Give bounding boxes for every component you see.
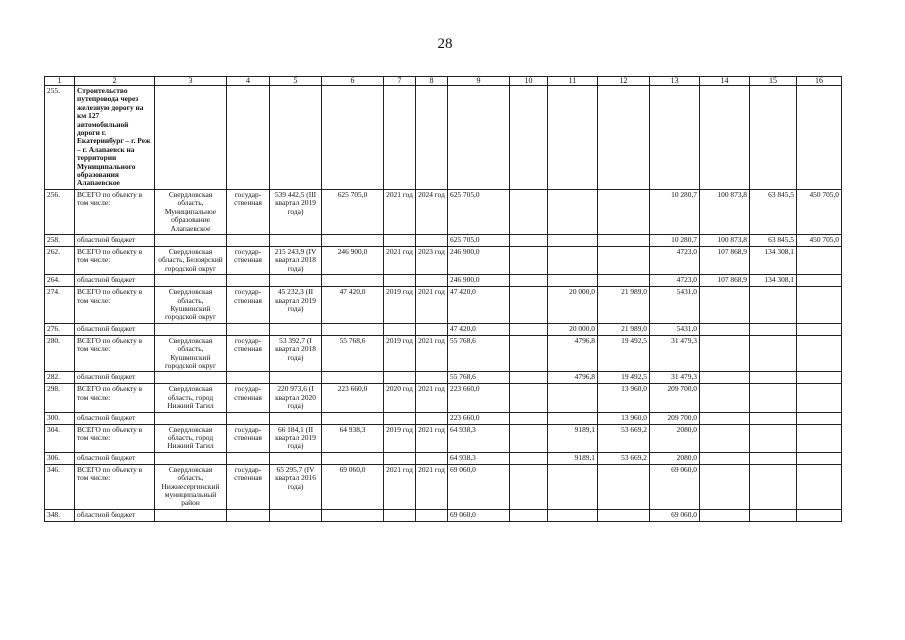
value-col-10-cell bbox=[510, 189, 548, 234]
value-col-12-cell: 19 492,5 bbox=[598, 335, 650, 372]
table-row bbox=[45, 275, 842, 287]
ownership-cell: государ-ственная bbox=[227, 287, 270, 324]
table-row bbox=[45, 412, 842, 424]
start-year-cell bbox=[384, 372, 416, 384]
ownership-cell bbox=[227, 412, 270, 424]
total-limit-cell bbox=[322, 86, 384, 190]
value-col-16-cell bbox=[797, 86, 842, 190]
value-col-16-cell bbox=[797, 464, 842, 509]
total-limit-cell: 64 938,3 bbox=[322, 424, 384, 452]
value-col-14-cell bbox=[700, 464, 750, 509]
row-number-cell: 256. bbox=[45, 189, 75, 234]
ownership-cell bbox=[227, 234, 270, 246]
value-col-16-cell bbox=[797, 287, 842, 324]
value-col-14-cell: 107 868,9 bbox=[700, 246, 750, 274]
start-year-cell bbox=[384, 234, 416, 246]
value-col-14-cell bbox=[700, 424, 750, 452]
column-number: 16 bbox=[797, 77, 842, 86]
start-year-cell bbox=[384, 509, 416, 521]
total-value-cell: 625 705,0 bbox=[448, 189, 510, 234]
value-col-13-cell: 2080,0 bbox=[650, 424, 700, 452]
column-number: 14 bbox=[700, 77, 750, 86]
object-name-cell: ВСЕГО по объекту в том числе: bbox=[75, 189, 155, 234]
object-name-cell: областной бюджет bbox=[75, 412, 155, 424]
total-value-cell: 223 660,0 bbox=[448, 412, 510, 424]
column-number: 11 bbox=[548, 77, 598, 86]
value-col-13-cell: 31 479,3 bbox=[650, 335, 700, 372]
value-col-14-cell bbox=[700, 86, 750, 190]
column-number: 10 bbox=[510, 77, 548, 86]
total-limit-cell bbox=[322, 509, 384, 521]
table-row bbox=[45, 323, 842, 335]
value-col-10-cell bbox=[510, 452, 548, 464]
value-col-15-cell bbox=[750, 287, 797, 324]
start-year-cell: 2021 год bbox=[384, 246, 416, 274]
table-row bbox=[45, 464, 842, 509]
total-limit-cell: 223 660,0 bbox=[322, 384, 384, 412]
value-col-15-cell bbox=[750, 335, 797, 372]
value-col-13-cell: 69 060,0 bbox=[650, 464, 700, 509]
column-number: 15 bbox=[750, 77, 797, 86]
value-col-16-cell bbox=[797, 384, 842, 412]
total-value-cell: 47 420,0 bbox=[448, 323, 510, 335]
page-number: 28 bbox=[437, 36, 453, 52]
value-col-11-cell: 4796,8 bbox=[548, 335, 598, 372]
end-year-cell bbox=[416, 323, 448, 335]
total-value-cell: 223 660,0 bbox=[448, 384, 510, 412]
value-col-11-cell bbox=[548, 275, 598, 287]
row-number-cell: 276. bbox=[45, 323, 75, 335]
value-col-12-cell: 21 989,0 bbox=[598, 323, 650, 335]
start-year-cell bbox=[384, 452, 416, 464]
value-col-15-cell: 63 845,5 bbox=[750, 234, 797, 246]
start-year-cell: 2019 год bbox=[384, 287, 416, 324]
value-col-11-cell bbox=[548, 464, 598, 509]
value-col-12-cell bbox=[598, 509, 650, 521]
estimated-cost-cell: 215 243,9 (IV квартал 2018 года) bbox=[270, 246, 322, 274]
object-name-cell: областной бюджет bbox=[75, 452, 155, 464]
column-number: 9 bbox=[448, 77, 510, 86]
value-col-10-cell bbox=[510, 509, 548, 521]
value-col-11-cell bbox=[548, 234, 598, 246]
value-col-15-cell bbox=[750, 372, 797, 384]
value-col-14-cell bbox=[700, 384, 750, 412]
ownership-cell bbox=[227, 509, 270, 521]
column-number-row bbox=[45, 77, 842, 86]
value-col-10-cell bbox=[510, 275, 548, 287]
total-limit-cell bbox=[322, 372, 384, 384]
value-col-14-cell: 100 873,8 bbox=[700, 189, 750, 234]
value-col-16-cell: 450 705,0 bbox=[797, 234, 842, 246]
value-col-16-cell bbox=[797, 246, 842, 274]
value-col-15-cell: 134 308,1 bbox=[750, 275, 797, 287]
value-col-12-cell: 21 989,0 bbox=[598, 287, 650, 324]
total-limit-cell: 246 900,0 bbox=[322, 246, 384, 274]
ownership-cell: государ-ственная bbox=[227, 246, 270, 274]
ownership-cell bbox=[227, 275, 270, 287]
row-number-cell: 298. bbox=[45, 384, 75, 412]
column-number: 2 bbox=[75, 77, 155, 86]
table-row bbox=[45, 452, 842, 464]
value-col-10-cell bbox=[510, 335, 548, 372]
ownership-cell: государ-ственная bbox=[227, 424, 270, 452]
value-col-12-cell bbox=[598, 275, 650, 287]
total-value-cell bbox=[448, 86, 510, 190]
estimated-cost-cell: 66 184,1 (II квартал 2019 года) bbox=[270, 424, 322, 452]
column-number: 4 bbox=[227, 77, 270, 86]
value-col-16-cell bbox=[797, 424, 842, 452]
value-col-16-cell: 450 705,0 bbox=[797, 189, 842, 234]
row-number-cell: 306. bbox=[45, 452, 75, 464]
value-col-16-cell bbox=[797, 412, 842, 424]
total-limit-cell bbox=[322, 275, 384, 287]
region-cell bbox=[155, 86, 227, 190]
total-value-cell: 246 900,0 bbox=[448, 275, 510, 287]
total-value-cell: 55 768,6 bbox=[448, 372, 510, 384]
total-value-cell: 47 420,0 bbox=[448, 287, 510, 324]
ownership-cell: государ-ственная bbox=[227, 384, 270, 412]
total-value-cell: 69 060,0 bbox=[448, 509, 510, 521]
end-year-cell: 2021 год bbox=[416, 335, 448, 372]
estimated-cost-cell bbox=[270, 323, 322, 335]
table-row bbox=[45, 287, 842, 324]
table-row bbox=[45, 189, 842, 234]
region-cell: Свердловская область, Муниципальное образование Алапаевское bbox=[155, 189, 227, 234]
value-col-11-cell bbox=[548, 86, 598, 190]
value-col-10-cell bbox=[510, 384, 548, 412]
row-number-cell: 280. bbox=[45, 335, 75, 372]
object-name-cell: ВСЕГО по объекту в том числе: bbox=[75, 287, 155, 324]
end-year-cell bbox=[416, 86, 448, 190]
row-number-cell: 282. bbox=[45, 372, 75, 384]
ownership-cell bbox=[227, 372, 270, 384]
value-col-12-cell bbox=[598, 464, 650, 509]
start-year-cell bbox=[384, 412, 416, 424]
total-limit-cell: 47 420,0 bbox=[322, 287, 384, 324]
total-value-cell: 64 938,3 bbox=[448, 452, 510, 464]
total-value-cell: 69 060,0 bbox=[448, 464, 510, 509]
object-name-cell: областной бюджет bbox=[75, 323, 155, 335]
object-name-cell: ВСЕГО по объекту в том числе: bbox=[75, 335, 155, 372]
region-cell bbox=[155, 323, 227, 335]
value-col-14-cell bbox=[700, 509, 750, 521]
estimated-cost-cell bbox=[270, 275, 322, 287]
value-col-11-cell: 4796,8 bbox=[548, 372, 598, 384]
value-col-15-cell: 63 845,5 bbox=[750, 189, 797, 234]
total-limit-cell: 625 705,0 bbox=[322, 189, 384, 234]
value-col-13-cell: 4723,0 bbox=[650, 275, 700, 287]
object-name-cell: ВСЕГО по объекту в том числе: bbox=[75, 424, 155, 452]
ownership-cell bbox=[227, 323, 270, 335]
value-col-14-cell bbox=[700, 452, 750, 464]
value-col-14-cell bbox=[700, 287, 750, 324]
value-col-13-cell: 4723,0 bbox=[650, 246, 700, 274]
start-year-cell: 2019 год bbox=[384, 335, 416, 372]
end-year-cell bbox=[416, 372, 448, 384]
row-number-cell: 258. bbox=[45, 234, 75, 246]
end-year-cell: 2023 год bbox=[416, 246, 448, 274]
value-col-11-cell bbox=[548, 412, 598, 424]
value-col-14-cell: 100 873,8 bbox=[700, 234, 750, 246]
value-col-10-cell bbox=[510, 86, 548, 190]
row-number-cell: 346. bbox=[45, 464, 75, 509]
value-col-11-cell: 20 000,0 bbox=[548, 323, 598, 335]
end-year-cell: 2021 год bbox=[416, 464, 448, 509]
value-col-13-cell: 2080,0 bbox=[650, 452, 700, 464]
value-col-11-cell: 9189,1 bbox=[548, 452, 598, 464]
region-cell: Свердловская область, Кушвинский городской округ bbox=[155, 335, 227, 372]
object-name-cell: областной бюджет bbox=[75, 234, 155, 246]
value-col-10-cell bbox=[510, 287, 548, 324]
region-cell: Свердловская область, Кушвинский городской округ bbox=[155, 287, 227, 324]
value-col-16-cell bbox=[797, 275, 842, 287]
table-row bbox=[45, 372, 842, 384]
value-col-13-cell: 5431,0 bbox=[650, 323, 700, 335]
value-col-10-cell bbox=[510, 412, 548, 424]
estimated-cost-cell: 539 442,5 (III квартал 2019 года) bbox=[270, 189, 322, 234]
value-col-15-cell bbox=[750, 509, 797, 521]
estimated-cost-cell: 65 295,7 (IV квартал 2016 года) bbox=[270, 464, 322, 509]
end-year-cell: 2021 год bbox=[416, 287, 448, 324]
value-col-13-cell: 209 700,0 bbox=[650, 412, 700, 424]
table-row bbox=[45, 86, 842, 190]
value-col-14-cell: 107 868,9 bbox=[700, 275, 750, 287]
value-col-13-cell: 5431,0 bbox=[650, 287, 700, 324]
budget-table bbox=[44, 76, 842, 522]
value-col-14-cell bbox=[700, 372, 750, 384]
start-year-cell: 2021 год bbox=[384, 189, 416, 234]
total-value-cell: 64 938,3 bbox=[448, 424, 510, 452]
estimated-cost-cell: 45 232,3 (II квартал 2019 года) bbox=[270, 287, 322, 324]
object-name-cell: областной бюджет bbox=[75, 372, 155, 384]
total-value-cell: 55 768,6 bbox=[448, 335, 510, 372]
table-row bbox=[45, 246, 842, 274]
value-col-13-cell: 31 479,3 bbox=[650, 372, 700, 384]
value-col-12-cell: 53 669,2 bbox=[598, 452, 650, 464]
row-number-cell: 274. bbox=[45, 287, 75, 324]
end-year-cell bbox=[416, 412, 448, 424]
table-row bbox=[45, 424, 842, 452]
region-cell: Свердловская область, Нижнесергинский муниципальный район bbox=[155, 464, 227, 509]
end-year-cell: 2021 год bbox=[416, 424, 448, 452]
value-col-12-cell bbox=[598, 234, 650, 246]
value-col-14-cell bbox=[700, 412, 750, 424]
value-col-15-cell bbox=[750, 323, 797, 335]
column-number: 13 bbox=[650, 77, 700, 86]
start-year-cell bbox=[384, 86, 416, 190]
region-cell bbox=[155, 234, 227, 246]
region-cell: Свердловская область, город Нижний Тагил bbox=[155, 424, 227, 452]
value-col-13-cell bbox=[650, 86, 700, 190]
start-year-cell: 2021 год bbox=[384, 464, 416, 509]
estimated-cost-cell: 53 392,7 (I квартал 2018 года) bbox=[270, 335, 322, 372]
row-number-cell: 300. bbox=[45, 412, 75, 424]
value-col-10-cell bbox=[510, 234, 548, 246]
ownership-cell bbox=[227, 452, 270, 464]
value-col-16-cell bbox=[797, 452, 842, 464]
value-col-15-cell bbox=[750, 464, 797, 509]
estimated-cost-cell bbox=[270, 452, 322, 464]
end-year-cell bbox=[416, 509, 448, 521]
value-col-11-cell bbox=[548, 189, 598, 234]
end-year-cell bbox=[416, 275, 448, 287]
value-col-10-cell bbox=[510, 464, 548, 509]
row-number-cell: 262. bbox=[45, 246, 75, 274]
object-name-cell: Строительство путепровода через железную дорогу на км 127 автомобильной дороги г. Екатеринбург – г. Реж – г. Алапаевск на территории Муниципального образования Алапаевское bbox=[75, 86, 155, 190]
end-year-cell bbox=[416, 234, 448, 246]
value-col-15-cell bbox=[750, 452, 797, 464]
value-col-12-cell bbox=[598, 86, 650, 190]
value-col-11-cell: 9189,1 bbox=[548, 424, 598, 452]
value-col-12-cell: 53 669,2 bbox=[598, 424, 650, 452]
region-cell: Свердловская область, город Нижний Тагил bbox=[155, 384, 227, 412]
value-col-15-cell bbox=[750, 86, 797, 190]
value-col-10-cell bbox=[510, 372, 548, 384]
end-year-cell bbox=[416, 452, 448, 464]
value-col-11-cell bbox=[548, 246, 598, 274]
start-year-cell bbox=[384, 323, 416, 335]
value-col-12-cell bbox=[598, 246, 650, 274]
value-col-16-cell bbox=[797, 323, 842, 335]
column-number: 6 bbox=[322, 77, 384, 86]
value-col-10-cell bbox=[510, 424, 548, 452]
column-number: 8 bbox=[416, 77, 448, 86]
value-col-15-cell bbox=[750, 412, 797, 424]
column-number: 5 bbox=[270, 77, 322, 86]
total-limit-cell bbox=[322, 234, 384, 246]
value-col-13-cell: 10 280,7 bbox=[650, 189, 700, 234]
column-number: 12 bbox=[598, 77, 650, 86]
value-col-10-cell bbox=[510, 323, 548, 335]
end-year-cell: 2021 год bbox=[416, 384, 448, 412]
total-value-cell: 625 705,0 bbox=[448, 234, 510, 246]
value-col-15-cell: 134 308,1 bbox=[750, 246, 797, 274]
region-cell bbox=[155, 509, 227, 521]
total-limit-cell bbox=[322, 412, 384, 424]
estimated-cost-cell: 220 973,6 (I квартал 2020 года) bbox=[270, 384, 322, 412]
estimated-cost-cell bbox=[270, 234, 322, 246]
table-row bbox=[45, 234, 842, 246]
value-col-12-cell: 13 960,0 bbox=[598, 412, 650, 424]
end-year-cell: 2024 год bbox=[416, 189, 448, 234]
value-col-14-cell bbox=[700, 335, 750, 372]
estimated-cost-cell bbox=[270, 509, 322, 521]
value-col-11-cell bbox=[548, 509, 598, 521]
region-cell: Свердловская область, Белоярский городской округ bbox=[155, 246, 227, 274]
value-col-14-cell bbox=[700, 323, 750, 335]
value-col-12-cell bbox=[598, 189, 650, 234]
value-col-12-cell: 19 492,5 bbox=[598, 372, 650, 384]
total-limit-cell: 69 060,0 bbox=[322, 464, 384, 509]
value-col-15-cell bbox=[750, 384, 797, 412]
table-row bbox=[45, 335, 842, 372]
value-col-11-cell: 20 000,0 bbox=[548, 287, 598, 324]
value-col-10-cell bbox=[510, 246, 548, 274]
value-col-13-cell: 10 280,7 bbox=[650, 234, 700, 246]
ownership-cell: государ-ственная bbox=[227, 189, 270, 234]
total-limit-cell bbox=[322, 452, 384, 464]
ownership-cell bbox=[227, 86, 270, 190]
row-number-cell: 264. bbox=[45, 275, 75, 287]
value-col-12-cell: 13 960,0 bbox=[598, 384, 650, 412]
total-limit-cell: 55 768,6 bbox=[322, 335, 384, 372]
value-col-15-cell bbox=[750, 424, 797, 452]
row-number-cell: 255. bbox=[45, 86, 75, 190]
start-year-cell: 2020 год bbox=[384, 384, 416, 412]
column-number: 7 bbox=[384, 77, 416, 86]
value-col-16-cell bbox=[797, 335, 842, 372]
object-name-cell: областной бюджет bbox=[75, 509, 155, 521]
object-name-cell: ВСЕГО по объекту в том числе: bbox=[75, 464, 155, 509]
estimated-cost-cell bbox=[270, 412, 322, 424]
table-row bbox=[45, 384, 842, 412]
start-year-cell: 2019 год bbox=[384, 424, 416, 452]
object-name-cell: ВСЕГО по объекту в том числе: bbox=[75, 246, 155, 274]
total-value-cell: 246 900,0 bbox=[448, 246, 510, 274]
column-number: 1 bbox=[45, 77, 75, 86]
value-col-16-cell bbox=[797, 509, 842, 521]
estimated-cost-cell bbox=[270, 86, 322, 190]
object-name-cell: областной бюджет bbox=[75, 275, 155, 287]
total-limit-cell bbox=[322, 323, 384, 335]
table-row bbox=[45, 509, 842, 521]
value-col-13-cell: 69 060,0 bbox=[650, 509, 700, 521]
value-col-16-cell bbox=[797, 372, 842, 384]
region-cell bbox=[155, 372, 227, 384]
row-number-cell: 348. bbox=[45, 509, 75, 521]
region-cell bbox=[155, 275, 227, 287]
row-number-cell: 304. bbox=[45, 424, 75, 452]
value-col-11-cell bbox=[548, 384, 598, 412]
value-col-13-cell: 209 700,0 bbox=[650, 384, 700, 412]
ownership-cell: государ-ственная bbox=[227, 335, 270, 372]
region-cell bbox=[155, 452, 227, 464]
region-cell bbox=[155, 412, 227, 424]
start-year-cell bbox=[384, 275, 416, 287]
object-name-cell: ВСЕГО по объекту в том числе: bbox=[75, 384, 155, 412]
ownership-cell: государ-ственная bbox=[227, 464, 270, 509]
estimated-cost-cell bbox=[270, 372, 322, 384]
column-number: 3 bbox=[155, 77, 227, 86]
